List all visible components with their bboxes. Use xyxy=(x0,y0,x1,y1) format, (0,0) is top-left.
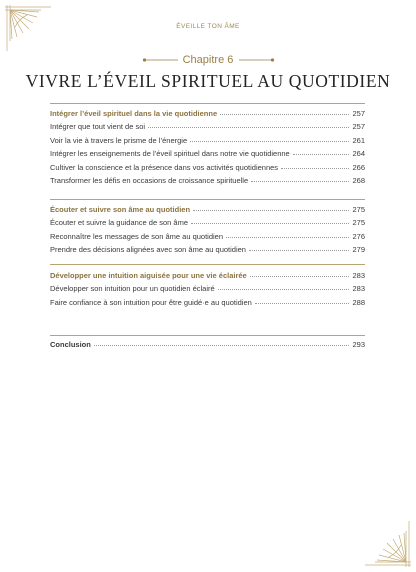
toc-entry-label: Développer son intuition pour un quotidien éclairé xyxy=(50,284,215,294)
toc-entry[interactable] xyxy=(50,134,365,147)
toc-entry-page-number: 268 xyxy=(352,176,365,185)
toc-entry[interactable] xyxy=(50,161,365,174)
toc-entry[interactable] xyxy=(50,120,365,133)
toc-section-entry-page-number: 275 xyxy=(352,205,365,214)
corner-ornament-bottom-right-icon xyxy=(365,521,411,567)
dot-leader xyxy=(191,223,349,224)
dot-leader xyxy=(255,303,350,304)
dot-leader xyxy=(193,210,349,211)
toc-entry[interactable] xyxy=(50,174,365,187)
toc-entry-page-number: 266 xyxy=(352,162,365,172)
toc-entry[interactable] xyxy=(50,147,365,160)
toc-entry-page-number: 257 xyxy=(352,122,365,132)
section-divider xyxy=(50,264,365,265)
dot-leader xyxy=(190,141,349,142)
toc-section-entry[interactable] xyxy=(50,203,365,216)
toc-entry[interactable] xyxy=(50,282,365,295)
dot-leader xyxy=(249,250,350,251)
toc-entry[interactable] xyxy=(50,296,365,309)
toc-entry-label: Voir la vie à travers le prisme de l’énergie xyxy=(50,135,188,145)
section-divider xyxy=(50,335,365,336)
dot-leader xyxy=(226,237,349,238)
toc-entry-page-number: 279 xyxy=(352,245,365,255)
toc-entry[interactable] xyxy=(50,216,365,229)
dot-leader xyxy=(293,154,350,155)
dot-leader xyxy=(94,345,350,346)
toc-section-entry-page-number: 257 xyxy=(352,109,365,118)
chapter-heading xyxy=(0,53,416,67)
toc-entry[interactable] xyxy=(50,243,365,256)
toc-section-entry-label: Écouter et suivre son âme au quotidien xyxy=(50,205,191,214)
toc-section-entry-label: Développer une intuition aiguisée pour une vie éclairée xyxy=(50,271,247,280)
toc-entry-page-number: 275 xyxy=(352,218,365,228)
toc-entry-label: Prendre des décisions alignées avec son âme au quotidien xyxy=(50,245,246,255)
toc-section-entry[interactable] xyxy=(50,107,365,120)
toc-section-entry-label: Intégrer l’éveil spirituel dans la vie quotidienne xyxy=(50,109,218,118)
dot-leader xyxy=(251,181,349,182)
toc-conclusion-entry-page-number: 293 xyxy=(352,340,365,349)
chapter-label: Chapitre 6 xyxy=(182,54,234,66)
dot-leader xyxy=(250,276,350,277)
toc-entry-page-number: 264 xyxy=(352,149,365,159)
toc-entry-page-number: 261 xyxy=(352,135,365,145)
toc-entry-page-number: 283 xyxy=(352,284,365,294)
dot-leader xyxy=(148,127,349,128)
dot-leader xyxy=(218,289,350,290)
dot-leader xyxy=(281,168,349,169)
dot-leader xyxy=(220,114,349,115)
toc-conclusion-entry-label: Conclusion xyxy=(50,340,91,349)
toc-entry-label: Transformer les défis en occasions de croissance spirituelle xyxy=(50,176,249,185)
toc-entry-label: Faire confiance à son intuition pour être guidé·e au quotidien xyxy=(50,297,252,307)
section-divider xyxy=(50,199,365,200)
toc-entry-label: Cultiver la conscience et la présence dans vos activités quotidiennes xyxy=(50,162,279,172)
toc-entry-label: Reconnaître les messages de son âme au quotidien xyxy=(50,231,224,241)
toc-entry-page-number: 276 xyxy=(352,231,365,241)
toc-entry-label: Écouter et suivre la guidance de son âme xyxy=(50,218,188,228)
toc-entry-page-number: 288 xyxy=(352,297,365,307)
chapter-title: VIVRE L’ÉVEIL SPIRITUEL AU QUOTIDIEN xyxy=(25,71,391,91)
toc-conclusion-entry[interactable] xyxy=(50,338,365,351)
chapter-rule-right-icon xyxy=(239,55,275,65)
section-divider xyxy=(50,103,365,104)
toc-section-entry[interactable] xyxy=(50,269,365,282)
toc-entry[interactable] xyxy=(50,230,365,243)
toc-entry-label: Intégrer que tout vient de soi xyxy=(50,122,146,132)
running-head: ÉVEILLE TON ÂME xyxy=(176,23,240,30)
toc-section-entry-page-number: 283 xyxy=(352,271,365,280)
toc-entry-label: Intégrer les enseignements de l’éveil spirituel dans notre vie quotidienne xyxy=(50,149,290,159)
